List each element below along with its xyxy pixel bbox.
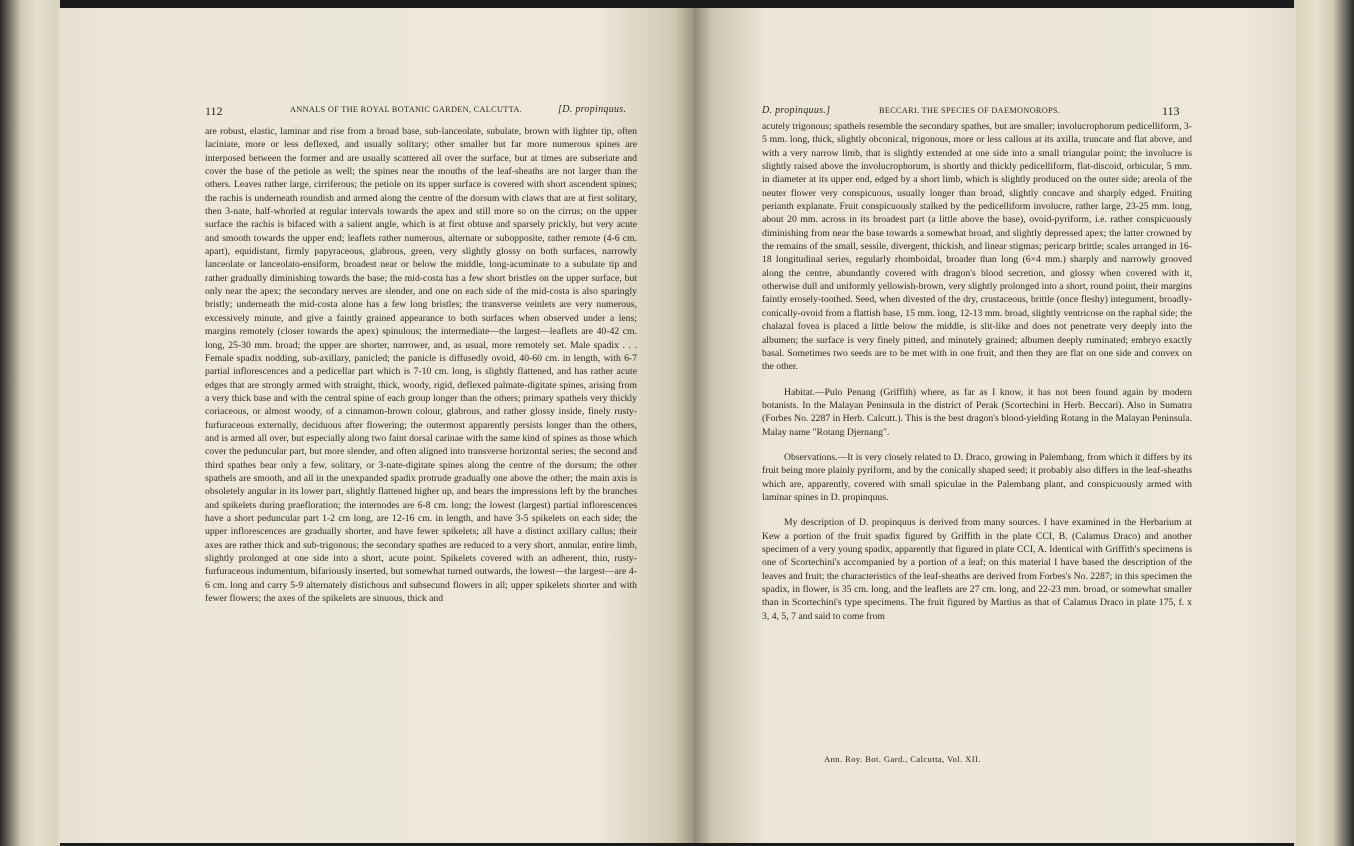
right-page-number: 113 [1162,104,1180,118]
right-paragraph-description: acutely trigonous; spathels resemble the secondary spathes, but are smaller; involucrophorum pedicelliform, 3-5 mm. long, thick, slightly obconical, trigonous, more or less callous at its axilla, truncate and flat above, and with a very narrow limb, that is slightly extended at one side into a small triangular point; the involucre is slightly raised above the involucrophorum, is shortly and thickly pedicelliform, flat-discoid, orbicular, 5 mm. in diameter at its upper end, edged by a short limb, which is slightly produced on the outer side; areola of the neuter flower very conspicuous, usually longer than broad, slightly concave and sharply edged. Fruiting perianth explanate. Fruit conspicuously stalked by the pedicelliform involucre, rather large, 23-25 mm. long, about 20 mm. across in its broadest part (a little above the base), ovoid-pyriform, i.e. rather conspicuously diminishing from near the base towards a somewhat broad, and slightly depressed apex; the latter crowned by the remains of the small, sessile, divergent, thickish, and linear stigmas; pericarp brittle; scales arranged in 16-18 longitudinal series, regularly rhomboidal, broader than long (6×4 mm.) sharply and narrowly grooved along the centre, abundantly covered with dragon's blood secretion, and glossy when covered with it, otherwise dull and uniformly yellowish-brown, very slightly prolonged into a short, round point, their margins faintly erosely-toothed. Seed, when divested of the dry, crustaceous, brittle (once fleshy) integument, broadly-conically-ovoid from a flattish base, 15 mm. long, 12-13 mm. broad, slightly ventricose on the raphal side; the chalazal fovea is placed a little below the middle, is slit-like and does not penetrate very deeply into the albumen; the surface is very finely pitted, and minutely grained; albumen deeply ruminated; embryo exactly basal. Sometimes two seeds are to be met with in one fruit, and then they are flat on one side and convex on the other. [762,121,1192,373]
right-running-head: BECCARI. THE SPECIES OF DAEMONOROPS. [879,106,1061,115]
left-paragraph: are robust, elastic, laminar and rise from a broad base, sub-lanceolate, subulate, brown with lighter tip, often laciniate, more or less deflexed, and usually solitary; other smaller but far more numerous spines are interposed between the former and are usually scattered all over the surface, but at times are subseriate and cover the base of the petiole as well; the spines near the mouths of the leaf-sheaths are not larger than the others. Leaves rather large, cirriferous; the petiole on its upper surface is covered with short ascendent spines; the rachis is underneath roundish and armed along the centre of the dorsum with claws that are at first solitary, then 3-nate, half-whorled at regular intervals towards the apex and still more so on the cirrus; on the upper surface the rachis is bifaced with a salient angle, which is at first obtuse and sparsely prickly, but very acute and smooth towards the upper end; leaflets rather numerous, alternate or subopposite, rather remote (4-6 cm. apart), equidistant, firmly papyraceous, glabrous, green, very slightly glossy on both surfaces, narrowly lanceolate or lanceolato-ensiform, broadest near or below the middle, long-acuminate to a subulate tip and rather gradually diminishing towards the base; the mid-costa has a few short bristles on the upper surface, but only near the apex; the secondary nerves are slender, and one on each side of the mid-costa is also sparingly bristly; underneath the mid-costa alone has a few long bristles; the transverse veinlets are very numerous, excessively minute, and give a faintly grained appearance to both surfaces when observed under a lens; margins remotely (closer towards the apex) spinulous; the intermediate—the largest—leaflets are 40-42 cm. long, 25-30 mm. broad; the upper are shorter, narrower, and, as usual, more remotely set. Male spadix . . . Female spadix nodding, sub-axillary, panicled; the panicle is diffusedly ovoid, 40-60 cm. in length, with 6-7 partial inflorescences and a pedicellar part which is 7-10 cm. long, is slightly flattened, and has rather acute edges that are strongly armed with straight, thick, woody, rigid, deflexed palmate-digitate spines, arising from a very thick base and with the central spine of each group longer than the others; primary spathels very thickly coriaceous, or almost woody, of a cinnamon-brown colour, glabrous, and rather glossy inside, finely rusty-furfuraceous externally, deciduous after flowering; the outermost apparently persists longer than the others, and is armed all over, but especially along two faint dorsal carinae with the same kind of spines as those which cover the peduncular part, but more slender, and often aligned into transverse horizontal series; the second and third spathes bear only a few, solitary, or 3-nate-digitate spines along the centre of the dorsum; the other spathels are smooth, and all in the unexpanded spadix protrude gradually one above the other; the main axis is obsoletely angular in its lower part, slightly flattened higher up, and bears the impressions left by the branches and spikelets during praefloration; the internodes are 6-8 cm. long; the lowest (largest) partial inflorescences have a short peduncular part 1-2 cm long, are 12-16 cm. in length, and have 3-5 spikelets on each side; the upper inflorescences are gradually shorter, and have fewer spikelets; all have a distinct axillary callus; their axes are rather thick and sub-trigonous; the secondary spathes are reduced to a very short, annular, entire limb, slightly prolonged at one side into a short, acute point. Spikelets covered with an adherent, thin, rusty-furfuraceous indumentum, bifariously inserted, but somewhat turned outwards, the lowest—the largest—are 4-6 cm. long and carry 5-9 alternately distichous and subsecund flowers in all; upper spikelets shorter and with fewer flowers; the axes of the spikelets are sinuous, thick and [205,126,637,605]
right-page [694,8,1296,843]
right-page-footer: Ann. Roy. Bot. Gard., Calcutta, Vol. XII. [824,754,981,764]
left-page-number: 112 [205,104,223,118]
right-paragraph-observations: Observations.—It is very closely related to D. Draco, growing in Palembang, from which it differs by its fruit being more plainly pyriform, and by the conically shaped seed; it probably also differs in the leaf-sheaths which are, apparently, covered with small spiculae in the Palembang plant, and conspicuously armed with laminar spines in D. propinquus. [762,451,1192,503]
left-running-head: ANNALS OF THE ROYAL BOTANIC GARDEN, CALCUTTA. [290,105,523,114]
right-paragraph-sources: My description of D. propinquus is derived from many sources. I have examined in the Herbarium at Kew a portion of the fruit spadix figured by Griffith in the plate CCI, B. (Calamus Draco) and another specimen of a very young spadix, apparently that figured in plate CCI, A. Identical with Griffith's specimens is one of Scortechini's accompanied by a portion of a leaf; on this material I have based the description of the leaves and fruit; the characteristics of the leaf-sheaths are derived from Forbes's No. 2287; in this specimen the spadix, in flower, is 35 cm. long, and the leaflets are 27 cm. long, and 22-23 mm. broad, or somewhat smaller than in Scortechini's type specimens. The fruit figured by Martius as that of Calamus Draco in plate 175, f. x 3, 4, 5, 7 and said to come from [762,517,1193,622]
left-page [58,8,694,843]
right-running-species: D. propinquus.] [762,105,831,116]
left-running-species: [D. propinquus. [558,104,627,115]
right-paragraph-habitat: Habitat.—Pulo Penang (Griffith) where, as far as I know, it has not been found again by modern botanists. In the Malayan Peninsula in the district of Perak (Scortechini in Herb. Beccari). Also in Sumatra (Forbes No. 2287 in Herb. Calcutt.). This is the best dragon's blood-yielding Rotang in the Malayan Peninsula. Malay name "Rotang Djernang". [762,386,1192,438]
left-page-stack-edge [0,0,60,846]
left-body-text [205,125,637,605]
right-body-text [762,120,1192,623]
right-page-stack-edge [1294,0,1354,846]
